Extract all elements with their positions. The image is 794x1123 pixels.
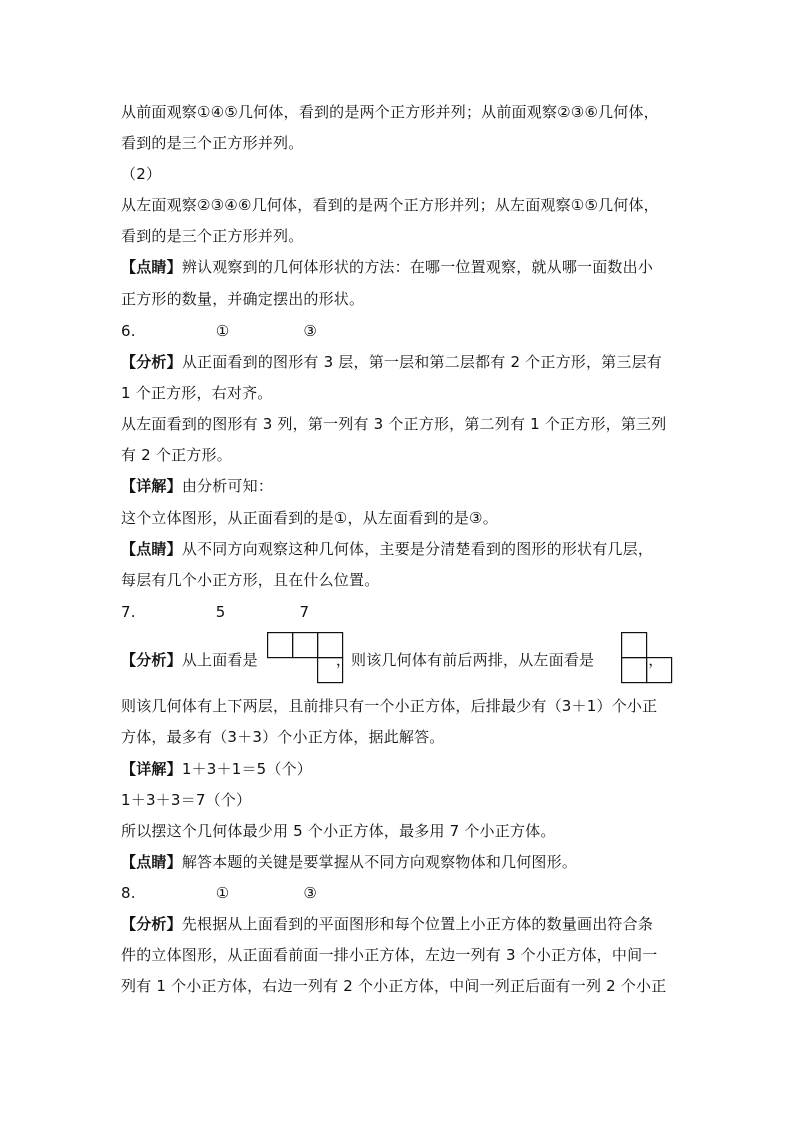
answer-blank: ①: [215, 322, 230, 340]
comment-text: 解答本题的关键是要掌握从不同方向观察物体和几何图形。: [181, 853, 578, 871]
text-line: 1＋3＋3＝7（个）: [121, 791, 252, 809]
text-line: 1 个正方形，右对齐。: [121, 384, 273, 402]
analysis-line: [121, 650, 663, 670]
text-line: 看到的是三个正方形并列。: [121, 227, 304, 245]
answer-row-7: [121, 602, 309, 622]
question-number: 7.: [121, 603, 136, 621]
answer-blank: ③: [303, 884, 318, 902]
detail-tag: 【详解】: [121, 477, 182, 495]
analysis-text: ，: [648, 651, 664, 669]
text-line: 每层有几个小正方形，且在什么位置。: [121, 571, 380, 589]
text-line: 看到的是三个正方形并列。: [121, 134, 304, 152]
detail-text: 1＋3＋1＝5（个）: [181, 760, 312, 778]
text-line: 从左面看到的图形有 3 列，第一列有 3 个正方形，第二列有 1 个正方形，第三列: [121, 415, 667, 433]
analysis-text: 先根据从上面看到的平面图形和每个位置上小正方体的数量画出符合条: [181, 915, 654, 933]
subquestion-label: （2）: [121, 165, 162, 183]
detail-text: 由分析可知：: [181, 477, 274, 495]
text-line: 从左面观察②③④⑥几何体，看到的是两个正方形并列；从左面观察①⑤几何体，: [121, 196, 659, 214]
answer-blank: ③: [303, 322, 318, 340]
text-line: 从前面观察①④⑤几何体，看到的是两个正方形并列；从前面观察②③⑥几何体，: [121, 103, 659, 121]
analysis-tag: 【分析】: [121, 915, 182, 933]
detail-tag: 【详解】: [121, 760, 182, 778]
left-view-figure: [621, 632, 675, 684]
analysis-tag: 【分析】: [121, 353, 182, 371]
question-number: 8.: [121, 884, 136, 902]
answer-blank: 7: [299, 603, 310, 621]
answer-row-8: [121, 883, 317, 903]
analysis-text: ，则该几何体有前后两排，从左面看是: [335, 651, 595, 669]
comment-text: 辨认观察到的几何体形状的方法：在哪一位置观察，就从哪一面数出小: [181, 258, 654, 276]
comment-tag: 【点睛】: [121, 853, 182, 871]
text-line: 这个立体图形，从正面看到的是①，从左面看到的是③。: [121, 509, 498, 527]
analysis-line: [121, 914, 653, 934]
text-line: 所以摆这个几何体最少用 5 个小正方体，最多用 7 个小正方体。: [121, 822, 556, 840]
question-number: 6.: [121, 322, 136, 340]
top-view-figure: [267, 632, 345, 684]
text-line: 列有 1 个小正方体，右边一列有 2 个小正方体，中间一列正后面有一列 2 个小正: [121, 977, 667, 995]
text-line: 则该几何体有上下两层，且前排只有一个小正方体，后排最少有（3＋1）个小正: [121, 697, 658, 715]
answer-row-6: [121, 321, 317, 341]
comment-line: [121, 852, 577, 872]
comment-tag: 【点睛】: [121, 540, 182, 558]
analysis-text: 从上面看是: [181, 651, 258, 669]
analysis-tag: 【分析】: [121, 651, 182, 669]
detail-line: [121, 476, 273, 496]
answer-blank: ①: [215, 884, 230, 902]
text-line: 方体，最多有（3＋3）个小正方体，据此解答。: [121, 728, 445, 746]
comment-line: [121, 257, 653, 277]
comment-line: [121, 539, 653, 559]
comment-text: 从不同方向观察这种几何体，主要是分清楚看到的图形的形状有几层，: [181, 540, 654, 558]
text-line: 正方形的数量，并确定摆出的形状。: [121, 290, 365, 308]
text-line: 件的立体图形，从正面看前面一排小正方体，左边一列有 3 个小正方体，中间一: [121, 946, 658, 964]
analysis-text: 从正面看到的图形有 3 层，第一层和第二层都有 2 个正方形，第三层有: [181, 353, 662, 371]
text-line: 有 2 个正方形。: [121, 446, 232, 464]
answer-blank: 5: [215, 603, 226, 621]
analysis-line: [121, 352, 662, 372]
detail-line: [121, 759, 312, 779]
comment-tag: 【点睛】: [121, 258, 182, 276]
